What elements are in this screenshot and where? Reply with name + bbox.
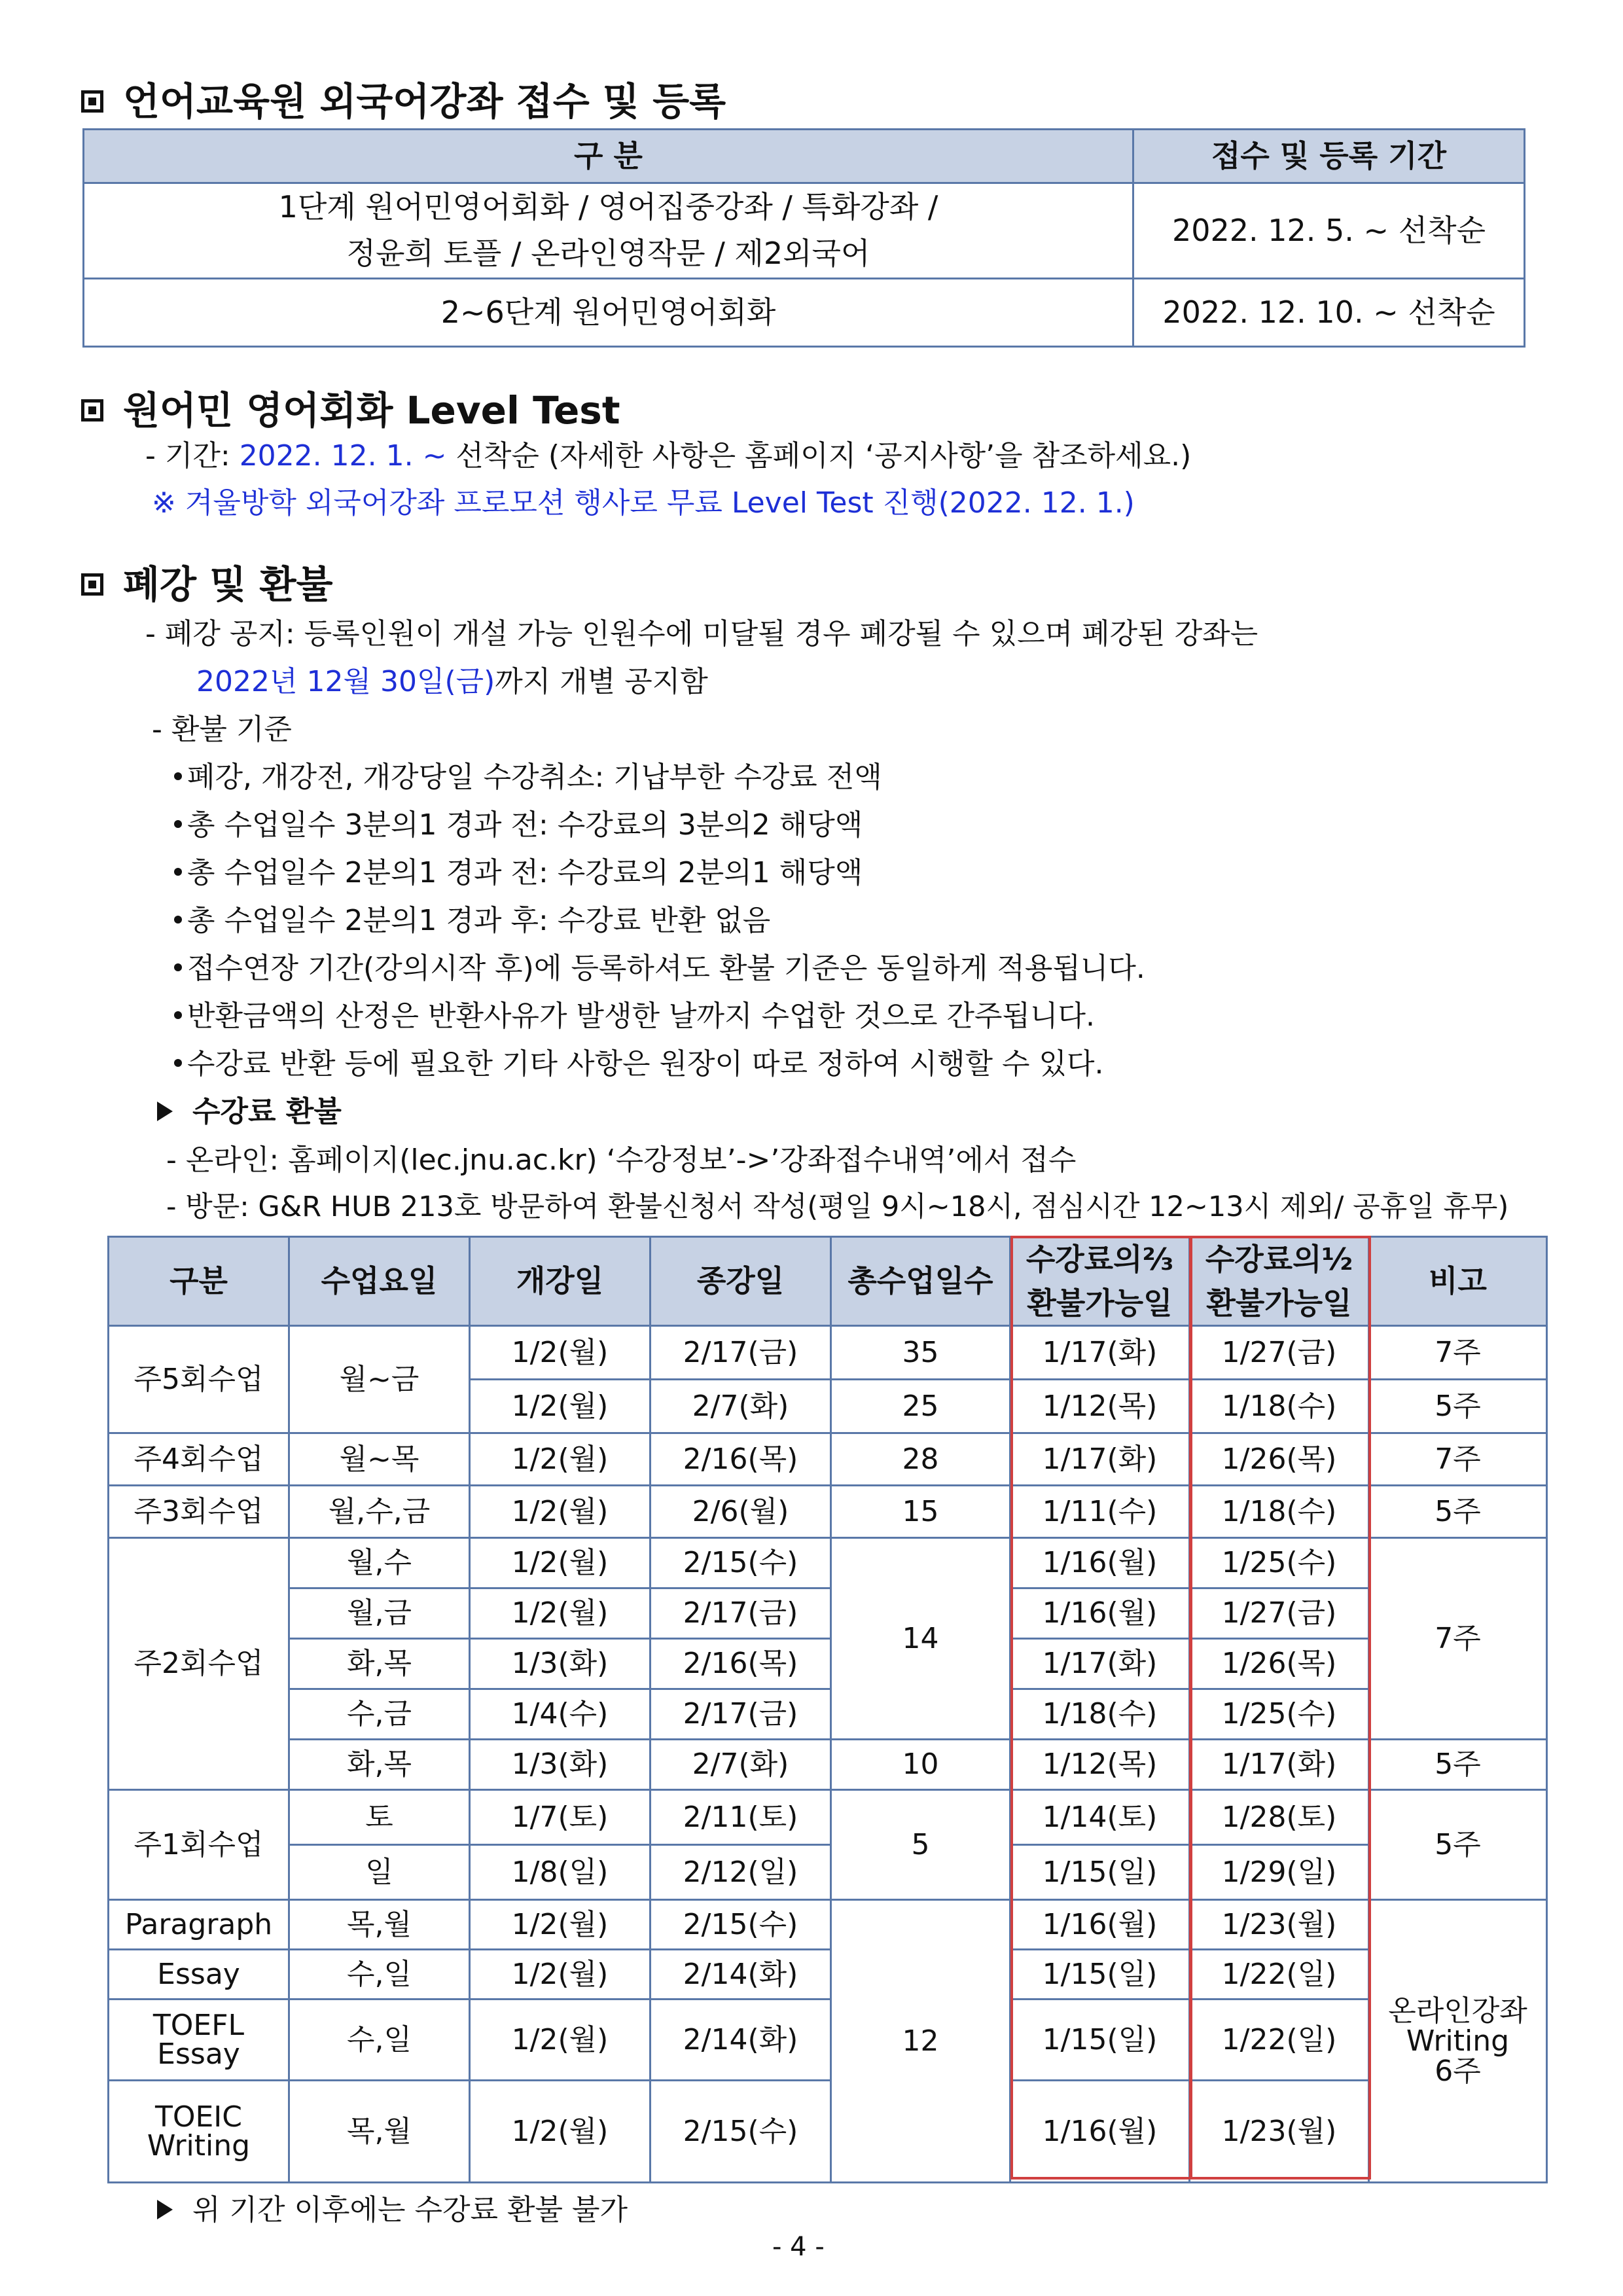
- category-cell: TOEIC Writing: [109, 2081, 289, 2183]
- closure-notice-date: 2022년 12월 30일(금)까지 개별 공지함: [196, 665, 708, 698]
- start-cell: 1/2(월): [470, 2000, 651, 2081]
- criteria-item: 수강료 반환 등에 필요한 기타 사항은 원장이 따로 정하여 시행할 수 있다.: [174, 1040, 1103, 1082]
- total-cell: 15: [831, 1486, 1010, 1538]
- dot-bullet-icon: [174, 1011, 182, 1019]
- section-heading-refund: 폐강 및 환불: [81, 554, 333, 609]
- triangle-bullet-icon: [157, 2200, 173, 2219]
- refund-visit: - 방문: G&R HUB 213호 방문하여 환불신청서 작성(평일 9시~18시, 점심시간 12~13시 제외/ 공휴일 휴무): [166, 1191, 1509, 1223]
- end-cell: 2/16(목): [651, 1639, 831, 1689]
- table-row: [109, 1538, 1547, 1588]
- header-total: 총수업일수: [831, 1237, 1010, 1326]
- refund-method-title: 수강료 환불: [157, 1088, 342, 1130]
- end-cell: 2/15(수): [651, 1900, 831, 1950]
- half-cell: 1/25(수): [1190, 1689, 1369, 1740]
- total-cell: 25: [831, 1380, 1010, 1433]
- criteria-item: 접수연장 기간(강의시작 후)에 등록하셔도 환불 기준은 동일하게 적용됩니다.: [174, 944, 1145, 986]
- half-cell: 1/23(월): [1190, 2081, 1369, 2183]
- total-cell: 10: [831, 1740, 1010, 1790]
- registration-period: 2022. 12. 5. ~ 선착순: [1133, 183, 1525, 279]
- dot-bullet-icon: [174, 1059, 182, 1067]
- two-thirds-cell: 1/15(일): [1010, 2000, 1190, 2081]
- course-list-line: 정윤희 토플 / 온라인영작문 / 제2외국어: [346, 236, 870, 272]
- half-cell: 1/18(수): [1190, 1380, 1369, 1433]
- criteria-item: 총 수업일수 3분의1 경과 전: 수강료의 3분의2 해당액: [174, 801, 863, 843]
- criteria-item: 폐강, 개강전, 개강당일 수강취소: 기납부한 수강료 전액: [174, 753, 882, 795]
- total-cell: 14: [831, 1538, 1010, 1740]
- refund-schedule-table: [107, 1236, 1548, 2183]
- end-cell: 2/11(토): [651, 1790, 831, 1845]
- header-period: 접수 및 등록 기간: [1133, 130, 1525, 183]
- total-cell: 5: [831, 1790, 1010, 1900]
- square-bullet-icon: [81, 90, 103, 113]
- table-row: [109, 1845, 1547, 1900]
- end-cell: 2/15(수): [651, 1538, 831, 1588]
- two-thirds-cell: 1/16(월): [1010, 1900, 1190, 1950]
- table-row: [84, 183, 1525, 279]
- dot-bullet-icon: [174, 772, 182, 780]
- end-cell: 2/16(목): [651, 1433, 831, 1486]
- refund-deadline-note: 위 기간 이후에는 수강료 환불 불가: [157, 2186, 628, 2228]
- category-cell: 주5회수업: [109, 1326, 289, 1433]
- days-cell: 월~목: [289, 1433, 470, 1486]
- half-cell: 1/22(일): [1190, 2000, 1369, 2081]
- half-cell: 1/27(금): [1190, 1326, 1369, 1380]
- start-cell: 1/3(화): [470, 1639, 651, 1689]
- total-cell: 12: [831, 1900, 1010, 2183]
- section-heading-registration: 언어교육원 외국어강좌 접수 및 등록: [81, 71, 726, 126]
- criteria-item: 총 수업일수 2분의1 경과 후: 수강료 반환 없음: [174, 897, 770, 939]
- category-cell: 주4회수업: [109, 1433, 289, 1486]
- header-category: 구분: [109, 1237, 289, 1326]
- half-cell: 1/22(일): [1190, 1950, 1369, 2000]
- level-test-period: - 기간: 2022. 12. 1. ~ 선착순 (자세한 사항은 홈페이지 ‘공지사항’을 참조하세요.): [145, 439, 1192, 473]
- section-heading-level-test: 원어민 영어회화 Level Test: [81, 380, 620, 435]
- start-cell: 1/3(화): [470, 1740, 651, 1790]
- days-cell: 화,목: [289, 1639, 470, 1689]
- two-thirds-cell: 1/16(월): [1010, 1538, 1190, 1588]
- total-cell: 28: [831, 1433, 1010, 1486]
- header-half: 수강료의½ 환불가능일: [1190, 1237, 1369, 1326]
- days-cell: 월,금: [289, 1588, 470, 1639]
- note-cell: 5주: [1369, 1790, 1547, 1900]
- refund-table-header: [109, 1237, 1547, 1326]
- two-thirds-cell: 1/16(월): [1010, 2081, 1190, 2183]
- category-cell: 주3회수업: [109, 1486, 289, 1538]
- total-cell: 35: [831, 1326, 1010, 1380]
- end-cell: 2/7(화): [651, 1380, 831, 1433]
- start-cell: 1/4(수): [470, 1689, 651, 1740]
- two-thirds-cell: 1/15(일): [1010, 1845, 1190, 1900]
- two-thirds-cell: 1/18(수): [1010, 1689, 1190, 1740]
- category-cell: Essay: [109, 1950, 289, 2000]
- half-cell: 1/28(토): [1190, 1790, 1369, 1845]
- table-row: [109, 1950, 1547, 2000]
- table-row: [109, 1486, 1547, 1538]
- start-cell: 1/2(월): [470, 1950, 651, 2000]
- dot-bullet-icon: [174, 868, 182, 876]
- header-days: 수업요일: [289, 1237, 470, 1326]
- dot-bullet-icon: [174, 963, 182, 971]
- half-cell: 1/26(목): [1190, 1433, 1369, 1486]
- start-cell: 1/2(월): [470, 1433, 651, 1486]
- end-cell: 2/14(화): [651, 1950, 831, 2000]
- note-cell: 7주: [1369, 1326, 1547, 1380]
- level-test-promotion-note: ※ 겨울방학 외국어강좌 프로모션 행사로 무료 Level Test 진행(2022. 12. 1.): [152, 486, 1135, 520]
- table-row: [109, 1326, 1547, 1380]
- days-cell: 수,일: [289, 2000, 470, 2081]
- table-row: [109, 2081, 1547, 2183]
- criteria-item: 총 수업일수 2분의1 경과 전: 수강료의 2분의1 해당액: [174, 849, 863, 891]
- registration-period: 2022. 12. 10. ~ 선착순: [1133, 278, 1525, 346]
- end-cell: 2/15(수): [651, 2081, 831, 2183]
- header-end: 종강일: [651, 1237, 831, 1326]
- page-number: - 4 -: [772, 2232, 825, 2262]
- half-cell: 1/17(화): [1190, 1740, 1369, 1790]
- refund-criteria-title: - 환불 기준: [152, 713, 292, 746]
- days-cell: 월~금: [289, 1326, 470, 1433]
- half-cell: 1/23(월): [1190, 1900, 1369, 1950]
- end-cell: 2/7(화): [651, 1740, 831, 1790]
- refund-online: - 온라인: 홈페이지(lec.jnu.ac.kr) ‘수강정보’->’강좌접수내역’에서 접수: [166, 1143, 1077, 1177]
- end-cell: 2/17(금): [651, 1326, 831, 1380]
- two-thirds-cell: 1/17(화): [1010, 1639, 1190, 1689]
- header-note: 비고: [1369, 1237, 1547, 1326]
- criteria-item: 반환금액의 산정은 반환사유가 발생한 날까지 수업한 것으로 간주됩니다.: [174, 992, 1095, 1034]
- days-cell: 화,목: [289, 1740, 470, 1790]
- two-thirds-cell: 1/12(목): [1010, 1740, 1190, 1790]
- start-cell: 1/2(월): [470, 1486, 651, 1538]
- days-cell: 월,수,금: [289, 1486, 470, 1538]
- half-cell: 1/18(수): [1190, 1486, 1369, 1538]
- course-list-line: 1단계 원어민영어회화 / 영어집중강좌 / 특화강좌 /: [278, 189, 938, 224]
- square-bullet-icon: [81, 399, 103, 422]
- header-start: 개강일: [470, 1237, 651, 1326]
- category-cell: 주1회수업: [109, 1790, 289, 1900]
- two-thirds-cell: 1/16(월): [1010, 1588, 1190, 1639]
- header-category: 구 분: [84, 130, 1133, 183]
- two-thirds-cell: 1/11(수): [1010, 1486, 1190, 1538]
- two-thirds-cell: 1/12(목): [1010, 1380, 1190, 1433]
- square-bullet-icon: [81, 573, 103, 596]
- start-cell: 1/2(월): [470, 1380, 651, 1433]
- end-cell: 2/12(일): [651, 1845, 831, 1900]
- note-cell: 7주: [1369, 1538, 1547, 1740]
- two-thirds-cell: 1/17(화): [1010, 1433, 1190, 1486]
- table-row: [109, 1588, 1547, 1639]
- table-row: [109, 1639, 1547, 1689]
- table-row: [109, 2000, 1547, 2081]
- category-cell: TOEFL Essay: [109, 2000, 289, 2081]
- days-cell: 토: [289, 1790, 470, 1845]
- half-cell: 1/25(수): [1190, 1538, 1369, 1588]
- half-cell: 1/29(일): [1190, 1845, 1369, 1900]
- table-row: [109, 1740, 1547, 1790]
- two-thirds-cell: 1/14(토): [1010, 1790, 1190, 1845]
- days-cell: 목,월: [289, 2081, 470, 2183]
- level-test-date: 2022. 12. 1. ~: [239, 439, 447, 473]
- start-cell: 1/8(일): [470, 1845, 651, 1900]
- triangle-bullet-icon: [157, 1102, 173, 1121]
- end-cell: 2/17(금): [651, 1689, 831, 1740]
- start-cell: 1/2(월): [470, 1326, 651, 1380]
- dot-bullet-icon: [174, 916, 182, 924]
- header-two-thirds: 수강료의⅔ 환불가능일: [1010, 1237, 1190, 1326]
- start-cell: 1/2(월): [470, 1588, 651, 1639]
- closure-notice: - 폐강 공지: 등록인원이 개설 가능 인원수에 미달될 경우 폐강될 수 있으며 폐강된 강좌는: [145, 617, 1258, 651]
- days-cell: 목,월: [289, 1900, 470, 1950]
- days-cell: 일: [289, 1845, 470, 1900]
- note-cell: 5주: [1369, 1740, 1547, 1790]
- half-cell: 1/27(금): [1190, 1588, 1369, 1639]
- course-list-line: 2~6단계 원어민영어회화: [84, 278, 1133, 346]
- category-cell: Paragraph: [109, 1900, 289, 1950]
- registration-table: [82, 128, 1525, 348]
- start-cell: 1/2(월): [470, 2081, 651, 2183]
- end-cell: 2/6(월): [651, 1486, 831, 1538]
- table-row: [109, 1790, 1547, 1845]
- table-row: [109, 1689, 1547, 1740]
- table-header-row: [84, 130, 1525, 183]
- table-row: [84, 278, 1525, 346]
- two-thirds-cell: 1/17(화): [1010, 1326, 1190, 1380]
- two-thirds-cell: 1/15(일): [1010, 1950, 1190, 2000]
- half-cell: 1/26(목): [1190, 1639, 1369, 1689]
- note-cell: 5주: [1369, 1486, 1547, 1538]
- category-cell: 주2회수업: [109, 1538, 289, 1790]
- note-cell: 7주: [1369, 1433, 1547, 1486]
- days-cell: 월,수: [289, 1538, 470, 1588]
- end-cell: 2/17(금): [651, 1588, 831, 1639]
- start-cell: 1/7(토): [470, 1790, 651, 1845]
- table-row: [109, 1900, 1547, 1950]
- note-cell: 온라인강좌 Writing 6주: [1369, 1900, 1547, 2183]
- table-row: [109, 1433, 1547, 1486]
- days-cell: 수,일: [289, 1950, 470, 2000]
- days-cell: 수,금: [289, 1689, 470, 1740]
- note-cell: 5주: [1369, 1380, 1547, 1433]
- end-cell: 2/14(화): [651, 2000, 831, 2081]
- dot-bullet-icon: [174, 820, 182, 828]
- start-cell: 1/2(월): [470, 1900, 651, 1950]
- start-cell: 1/2(월): [470, 1538, 651, 1588]
